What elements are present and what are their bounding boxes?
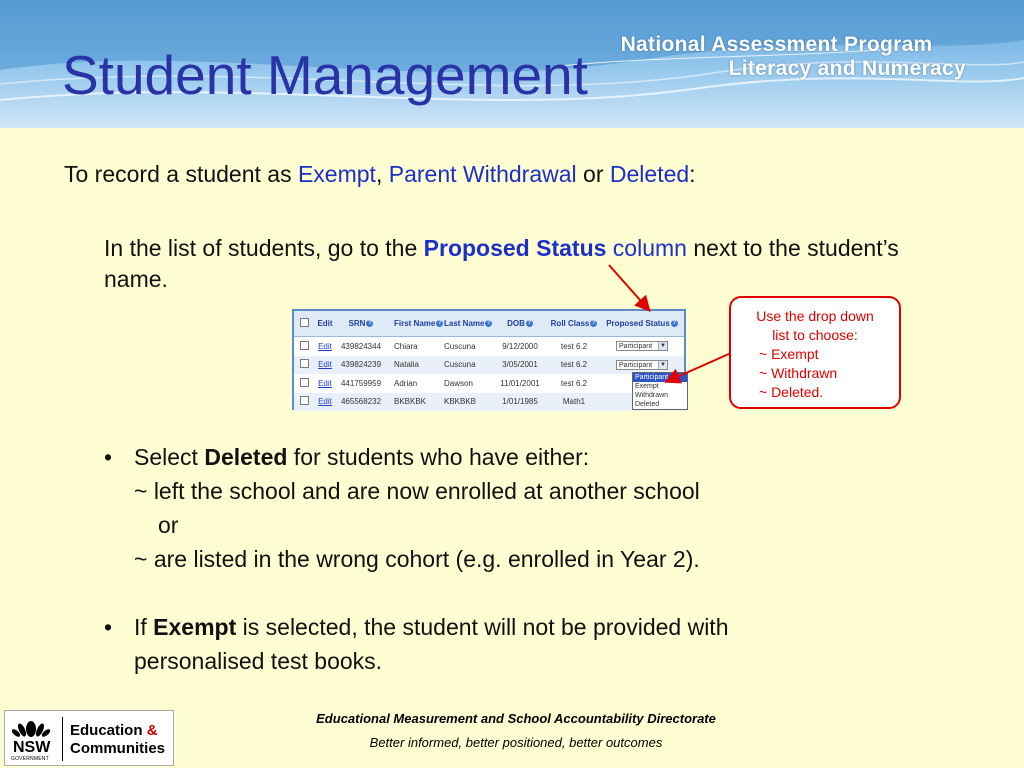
last-name-cell: KBKBKB: [444, 397, 477, 407]
intro-line: [64, 160, 696, 188]
dob-cell: 1/01/1985: [502, 397, 538, 407]
header-srn-label: SRN: [348, 319, 366, 328]
callout-options: [731, 345, 899, 402]
header-roll-class[interactable]: [548, 319, 600, 328]
bullet-marker: •: [104, 444, 113, 470]
help-icon[interactable]: ?: [438, 320, 442, 327]
header-last-name-label: Last Name: [444, 319, 485, 328]
header-checkbox-cell: [294, 318, 314, 329]
first-name-cell: Chiara: [394, 341, 418, 351]
last-name-cell: Cuscuna: [444, 360, 476, 370]
header-first-name[interactable]: [386, 319, 442, 328]
logo-nsw: NSW: [13, 739, 51, 756]
status-cell: [600, 360, 684, 370]
help-icon[interactable]: ?: [672, 320, 677, 327]
callout-line1: Use the drop down: [756, 308, 874, 324]
bullet-exempt: [104, 610, 904, 678]
row-checkbox[interactable]: [300, 341, 309, 350]
logo-communities: Communities: [70, 740, 166, 757]
edit-link[interactable]: Edit: [318, 397, 332, 407]
select-all-checkbox[interactable]: [300, 318, 309, 327]
row-checkbox-cell: [294, 378, 314, 389]
footer-directorate: Educational Measurement and School Accountability Directorate: [316, 711, 716, 726]
step-text-after: next to the student’s name.: [104, 235, 899, 292]
dropdown-option-participant[interactable]: Participant: [633, 373, 687, 382]
logo-divider: [62, 717, 63, 761]
intro-or: or: [576, 161, 610, 187]
row-checkbox[interactable]: [300, 378, 309, 387]
bullet1-bold: Deleted: [204, 444, 288, 470]
chevron-down-icon[interactable]: ▼: [658, 342, 667, 350]
program-title-line2: Literacy and Numeracy: [728, 57, 966, 80]
intro-colon: :: [689, 161, 696, 187]
row-checkbox-cell: [294, 341, 314, 352]
step-text: In the list of students, go to the: [104, 235, 424, 261]
last-name-cell: Cuscuna: [444, 341, 476, 351]
bullet2-line2: personalised test books.: [134, 648, 383, 674]
sub-or: or: [158, 512, 179, 538]
header-last-name[interactable]: [436, 319, 492, 328]
intro-parent-withdrawal: Parent Withdrawal: [388, 161, 577, 187]
edit-link[interactable]: Edit: [318, 341, 332, 351]
intro-deleted: Deleted: [609, 161, 690, 187]
roll-class-cell: test 6.2: [560, 360, 588, 370]
help-icon[interactable]: ?: [368, 320, 372, 327]
header-proposed-status[interactable]: [600, 319, 684, 328]
dropdown-option-exempt[interactable]: Exempt: [635, 383, 659, 390]
sub-reason-1: ~ left the school and are now enrolled at another school: [134, 478, 700, 504]
chevron-down-icon[interactable]: ▼: [658, 361, 667, 369]
header-proposed-status-label: Proposed Status: [606, 319, 670, 328]
step-proposed-status: Proposed Status: [423, 235, 607, 261]
callout-line2: list to choose:: [772, 327, 858, 343]
bullet1-after: for students who have either:: [287, 444, 590, 470]
help-icon[interactable]: ?: [527, 320, 532, 327]
status-select[interactable]: [616, 341, 668, 351]
intro-exempt: Exempt: [297, 161, 376, 187]
table-row: [294, 393, 684, 412]
dob-cell: 11/01/2001: [500, 378, 540, 388]
first-name-cell: Adrian: [394, 378, 418, 388]
program-title-line1: National Assessment Program: [620, 33, 933, 56]
bullet2-bold: Exempt: [153, 614, 237, 640]
step-column-word: column: [606, 235, 687, 261]
row-checkbox[interactable]: [300, 396, 309, 405]
edit-link[interactable]: Edit: [318, 360, 332, 370]
intro-comma: ,: [375, 161, 389, 187]
program-title: [621, 33, 966, 81]
srn-cell: 465568232: [340, 397, 382, 407]
status-select-value: Participant: [619, 343, 653, 351]
table-header-row: [294, 311, 684, 337]
bullet-marker: •: [104, 614, 113, 640]
table-row: [294, 356, 684, 375]
footer-tagline: Better informed, better positioned, better outcomes: [369, 735, 663, 750]
header-roll-class-label: Roll Class: [550, 319, 590, 328]
first-name-cell: BKBKBK: [394, 397, 427, 407]
callout-option: ~ Exempt: [759, 346, 819, 362]
nsw-education-logo: [4, 710, 174, 766]
status-dropdown-list[interactable]: [632, 372, 688, 410]
status-select-value: Participant: [619, 361, 653, 369]
bullet-deleted: [104, 440, 904, 576]
callout-option: ~ Deleted.: [759, 384, 824, 400]
edit-link-cell: [314, 360, 336, 369]
srn-cell: 439824344: [340, 341, 382, 351]
bullet1-before: Select: [134, 444, 205, 470]
header-banner: [0, 0, 1024, 128]
dob-cell: 3/05/2001: [502, 360, 538, 370]
edit-link-cell: [314, 397, 336, 406]
intro-text: To record a student as: [64, 161, 298, 187]
callout-option: ~ Withdrawn: [759, 365, 838, 381]
table-row: [294, 337, 684, 356]
roll-class-cell: Math1: [562, 397, 586, 407]
edit-link-cell: [314, 379, 336, 388]
step-instruction: [104, 233, 904, 295]
student-table: [294, 311, 684, 411]
bullet2-after: is selected, the student will not be provided with: [236, 614, 729, 640]
bullet2-before: If: [134, 614, 154, 640]
roll-class-cell: test 6.2: [560, 341, 588, 351]
row-checkbox[interactable]: [300, 359, 309, 368]
status-cell: [600, 341, 684, 351]
srn-cell: 439824239: [340, 360, 382, 370]
header-dob[interactable]: [492, 319, 548, 328]
edit-link[interactable]: Edit: [318, 378, 332, 388]
status-select-open[interactable]: [616, 360, 668, 370]
help-icon[interactable]: ?: [487, 320, 491, 327]
dropdown-option-withdrawn[interactable]: Withdrawn: [635, 392, 669, 399]
table-row: [294, 374, 684, 393]
header-dob-label: DOB: [507, 319, 525, 328]
callout-heading: [731, 298, 899, 345]
logo-department: [70, 722, 165, 758]
header-edit: Edit: [317, 319, 333, 328]
first-name-cell: Natalia: [394, 360, 419, 370]
student-table-screenshot: [292, 309, 686, 410]
roll-class-cell: test 6.2: [560, 378, 588, 388]
logo-amp: &: [146, 722, 158, 739]
dob-cell: 9/12/2000: [502, 341, 538, 351]
bullet-list: [104, 440, 904, 678]
dropdown-callout: [729, 296, 901, 409]
logo-education: Education: [70, 722, 143, 739]
header-first-name-label: First Name: [394, 319, 436, 328]
last-name-cell: Dawson: [444, 378, 473, 388]
dropdown-option-deleted[interactable]: Deleted: [635, 401, 660, 408]
row-checkbox-cell: [294, 396, 314, 407]
edit-link-cell: [314, 342, 336, 351]
row-checkbox-cell: [294, 359, 314, 370]
logo-government: GOVERNMENT: [11, 756, 49, 762]
page-title: Student Management: [62, 44, 588, 106]
sub-reason-2: ~ are listed in the wrong cohort (e.g. enrolled in Year 2).: [134, 546, 700, 572]
header-srn[interactable]: [336, 319, 386, 328]
waratah-icon: [11, 714, 51, 740]
help-icon[interactable]: ?: [592, 320, 596, 327]
srn-cell: 441759959: [340, 378, 382, 388]
